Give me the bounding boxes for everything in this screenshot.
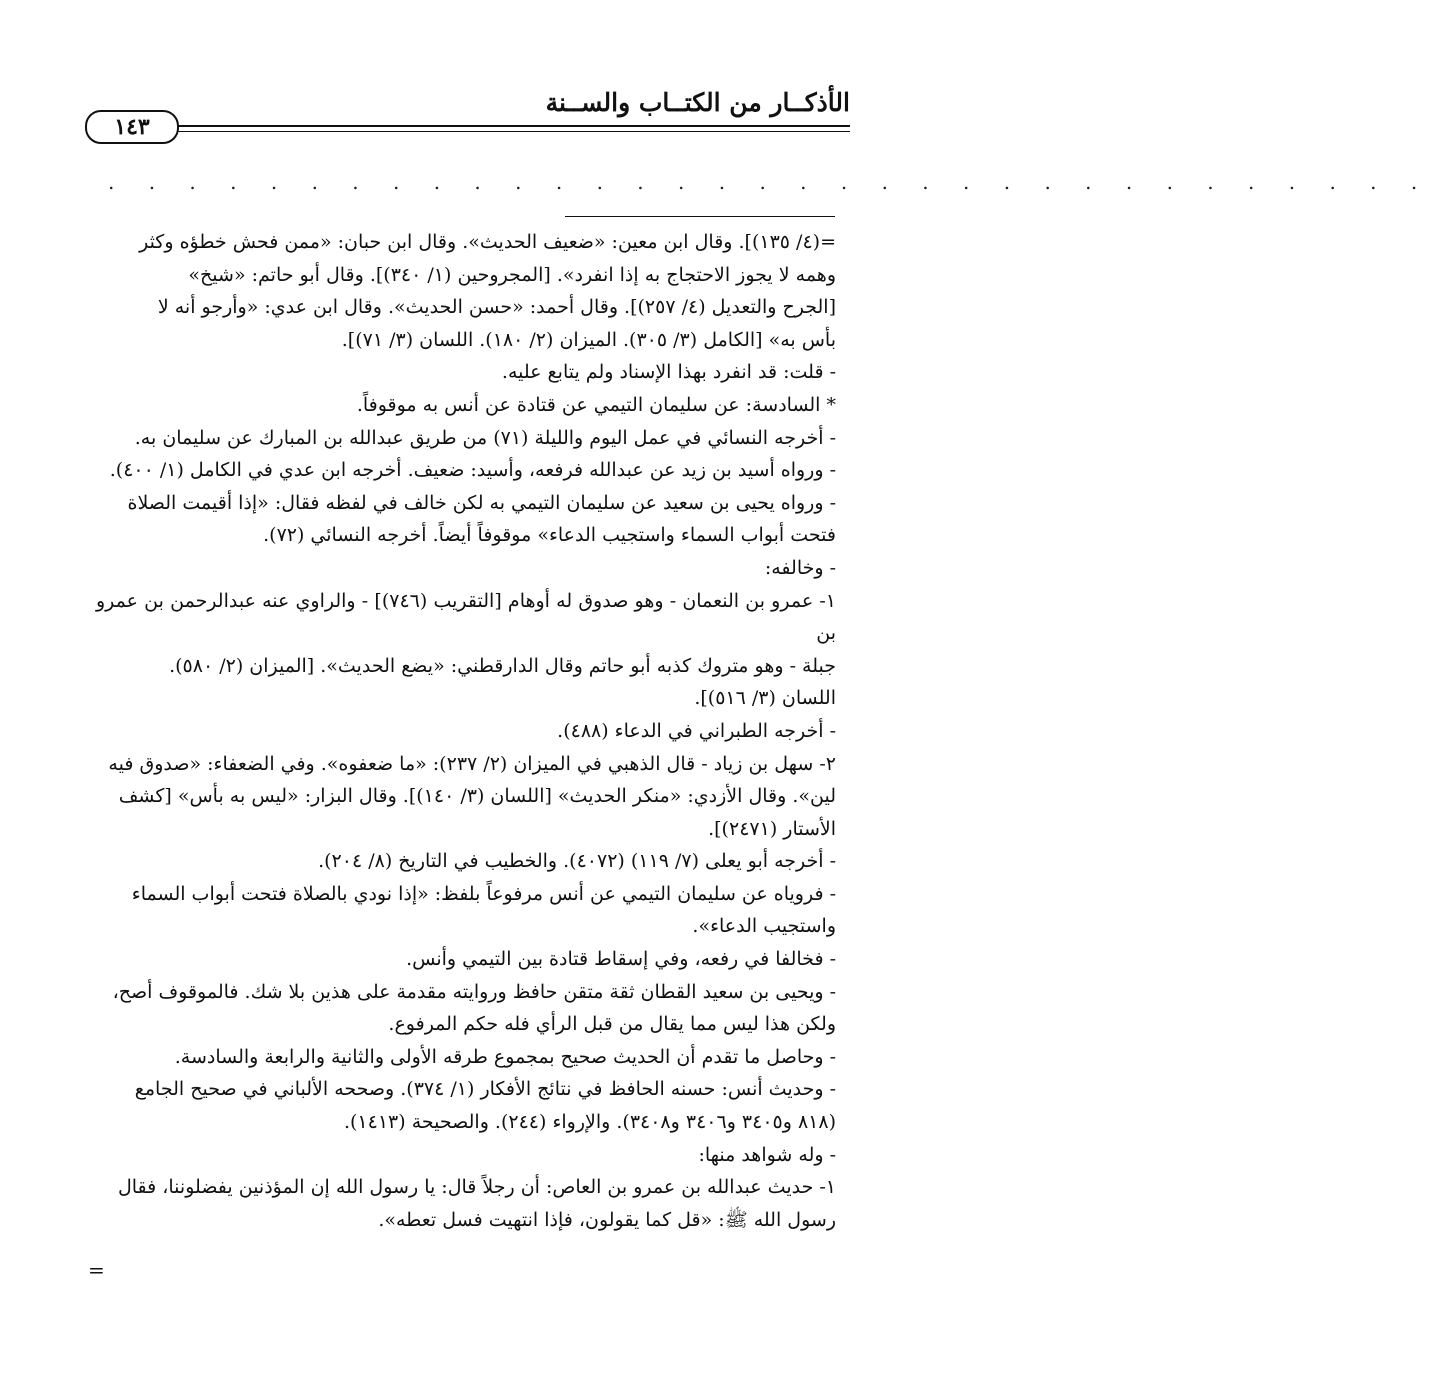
text-line: بأس به» [الكامل (٣/ ٣٠٥). الميزان (٢/ ١٨٠). اللسان (٣/ ٧١)].: [341, 328, 836, 351]
header-rule-thin: [170, 131, 850, 132]
text-line: ٢- سهل بن زياد - قال الذهبي في الميزان (٢/ ٢٣٧): «ما ضعفوه». وفي الضعفاء: «صدوق فيه: [108, 752, 836, 775]
book-title: الأذكــار من الكتــاب والســنة: [545, 88, 850, 117]
text-line: - وحاصل ما تقدم أن الحديث صحيح بمجموع طرقه الأولى والثانية والرابعة والسادسة.: [174, 1045, 836, 1068]
text-line: - وله شواهد منها:: [698, 1143, 836, 1166]
text-line: - وحديث أنس: حسنه الحافظ في نتائج الأفكار (١/ ٣٧٤). وصححه الألباني في صحيح الجامع: [134, 1078, 836, 1101]
text-line: الأستار (٢٤٧١)].: [708, 817, 836, 840]
text-line: - فروياه عن سليمان التيمي عن أنس مرفوعاً بلفظ: «إذا نودي بالصلاة فتحت أبواب السماء: [131, 882, 836, 905]
text-line: - أخرجه النسائي في عمل اليوم والليلة (٧١) من طريق عبدالله بن المبارك عن سليمان به.: [134, 426, 836, 449]
text-line: (٨١٨ و٣٤٠٥ و٣٤٠٦ و٣٤٠٨). والإرواء (٢٤٤). والصحيحة (١٤١٣).: [343, 1111, 836, 1134]
text-line: =(٤/ ١٣٥)]. وقال ابن معين: «ضعيف الحديث». وقال ابن حبان: «ممن فحش خطؤه وكثر: [139, 231, 836, 253]
dot-separator: . . . . . . . . . . . . . . . . . . . . . . . . . . . . . . . . .: [108, 170, 1431, 194]
text-line: - ويحيى بن سعيد القطان ثقة متقن حافظ وروايته مقدمة على هذين بلا شك. فالموقوف أصح،: [112, 980, 836, 1003]
text-line: - فخالفا في رفعه، وفي إسقاط قتادة بين التيمي وأنس.: [406, 948, 836, 971]
text-line: وهمه لا يجوز الاحتجاج به إذا انفرد». [المجروحين (١/ ٣٤٠)]. وقال أبو حاتم: «شيخ»: [188, 263, 836, 286]
header-rule: [170, 125, 850, 127]
footnote-separator-line: [565, 216, 835, 217]
page-number: ١٤٣: [85, 110, 179, 144]
text-line: واستجيب الدعاء».: [692, 915, 836, 938]
running-header: [85, 82, 850, 138]
text-line: - أخرجه الطبراني في الدعاء (٤٨٨).: [557, 719, 836, 742]
text-line: ولكن هذا ليس مما يقال من قبل الرأي فله حكم المرفوع.: [388, 1013, 836, 1036]
text-line: - وخالفه:: [764, 556, 836, 579]
text-line: - أخرجه أبو يعلى (٧/ ١١٩) (٤٠٧٢). والخطيب في التاريخ (٨/ ٢٠٤).: [318, 850, 836, 873]
text-line: * السادسة: عن سليمان التيمي عن قتادة عن أنس به موقوفاً.: [356, 393, 836, 416]
text-line: جبلة - وهو متروك كذبه أبو حاتم وقال الدارقطني: «يضع الحديث». [الميزان (٢/ ٥٨٠).: [169, 654, 836, 677]
footnote-body: [96, 226, 836, 1236]
text-line: اللسان (٣/ ٥١٦)].: [694, 687, 836, 710]
text-line: [الجرح والتعديل (٤/ ٢٥٧)]. وقال أحمد: «حسن الحديث». وقال ابن عدي: «وأرجو أنه لا: [157, 296, 836, 319]
text-line: ١- حديث عبدالله بن عمرو بن العاص: أن رجلاً قال: يا رسول الله إن المؤذنين يفضلوننا، فقال: [117, 1176, 836, 1199]
text-line: - ورواه أسيد بن زيد عن عبدالله فرفعه، وأسيد: ضعيف. أخرجه ابن عدي في الكامل (١/ ٤٠٠).: [109, 459, 836, 482]
text-line: فتحت أبواب السماء واستجيب الدعاء» موقوفاً أيضاً. أخرجه النسائي (٧٢).: [263, 524, 836, 547]
text-line: لين». وقال الأزدي: «منكر الحديث» [اللسان (٣/ ١٤٠)]. وقال البزار: «ليس به بأس» [كشف: [118, 785, 836, 808]
text-line: - ورواه يحيى بن سعيد عن سليمان التيمي به لكن خالف في لفظه فقال: «إذا أقيمت الصلاة: [127, 491, 836, 514]
text-line: - قلت: قد انفرد بهذا الإسناد ولم يتابع عليه.: [501, 361, 836, 384]
text-line: رسول الله ﷺ: «قل كما يقولون، فإذا انتهيت فسل تعطه».: [378, 1208, 836, 1231]
continuation-mark: =: [88, 1258, 105, 1282]
text-line: ١- عمرو بن النعمان - وهو صدوق له أوهام [التقريب (٧٤٦)] - والراوي عنه عبدالرحمن بن عمرو بن: [96, 589, 836, 645]
